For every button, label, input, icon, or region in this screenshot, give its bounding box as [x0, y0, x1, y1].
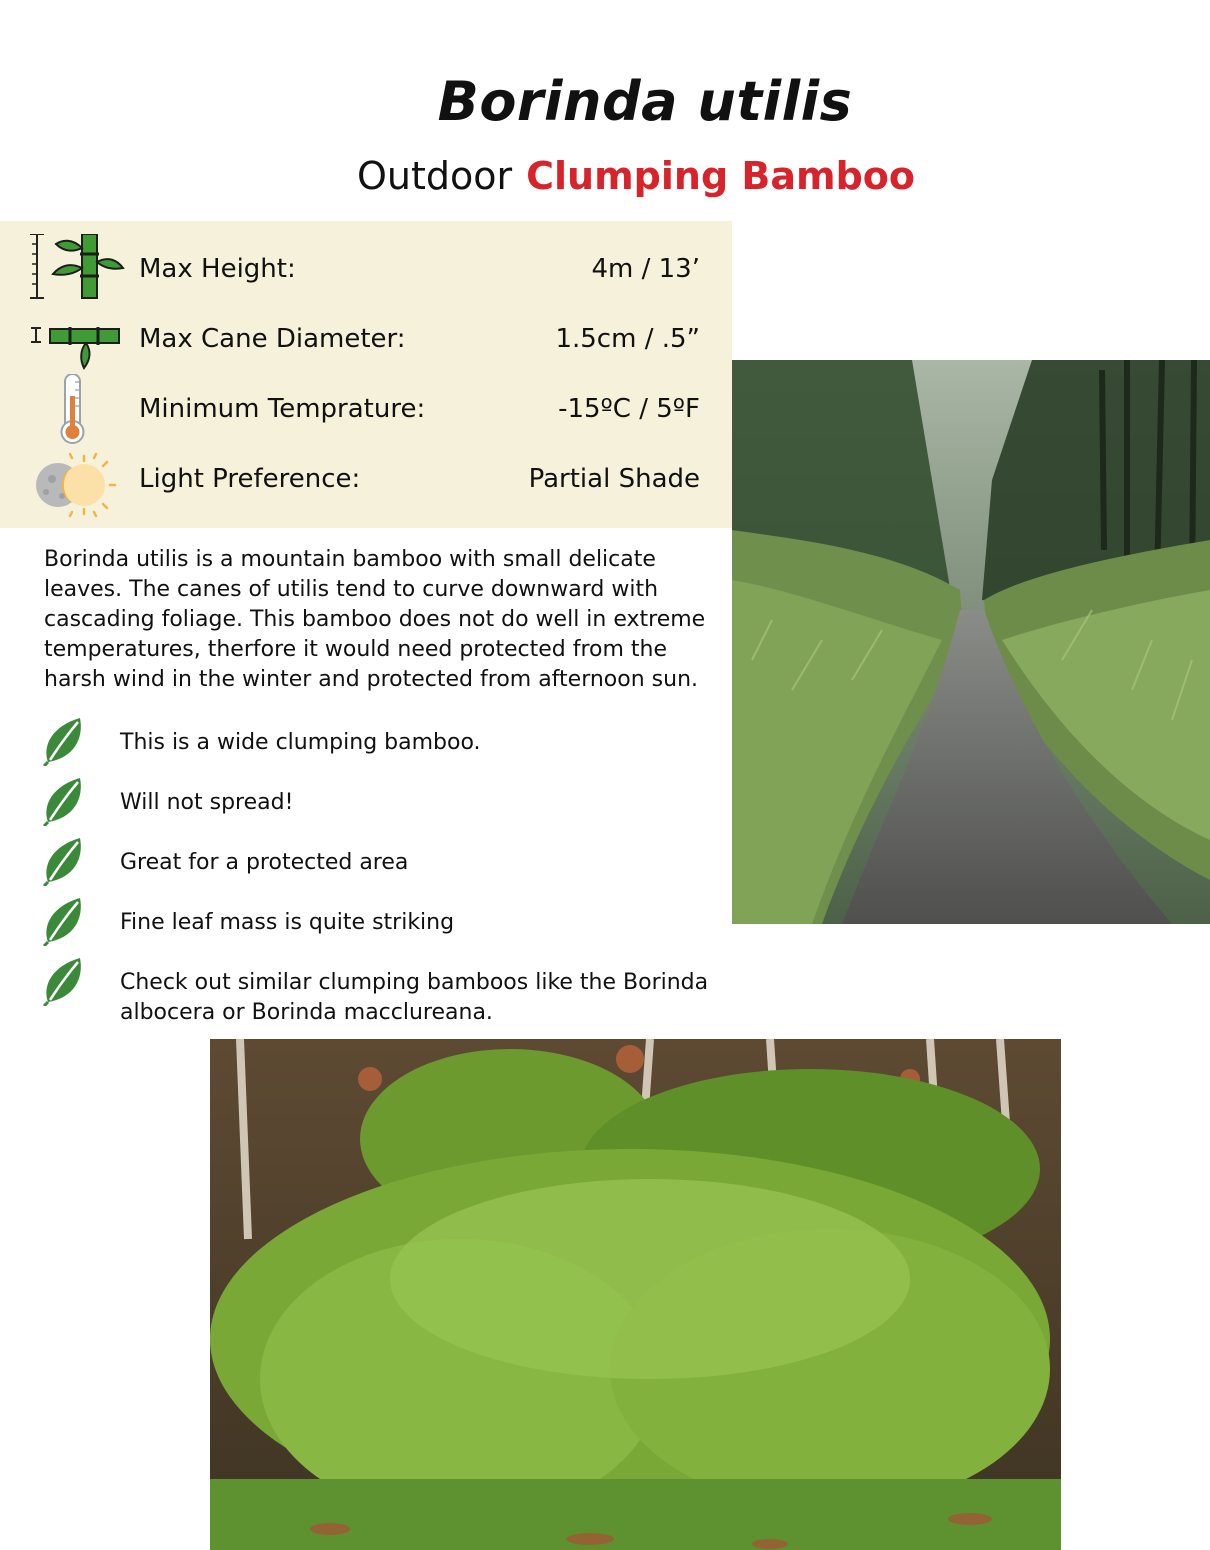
leaf-icon: [40, 956, 90, 1006]
leaf-icon: [40, 776, 90, 826]
list-item: [40, 956, 720, 1025]
thermometer-icon: [26, 374, 126, 444]
list-item-text: Fine leaf mass is quite striking: [120, 910, 455, 935]
spec-label: Light Preference:: [139, 464, 361, 494]
bamboo-path-photo: [732, 360, 1210, 924]
sun-moon-icon: [26, 444, 126, 514]
cane-diameter-icon: [26, 304, 126, 374]
bamboo-height-icon: [26, 234, 126, 304]
list-item: [40, 836, 720, 896]
leaf-icon: [40, 896, 90, 946]
spec-row-max-height: [0, 234, 732, 304]
list-item-text: Great for a protected area: [120, 850, 409, 875]
list-item: [40, 716, 720, 776]
spec-row-light-preference: [0, 444, 732, 514]
spec-value: Partial Shade: [528, 464, 700, 494]
list-item: [40, 896, 720, 956]
spec-label: Max Height:: [139, 254, 296, 284]
subtitle-location: Outdoor: [356, 154, 513, 198]
bamboo-bush-photo: [210, 1039, 1061, 1550]
feature-list: [40, 716, 720, 1025]
subtitle-type: Clumping Bamboo: [526, 154, 916, 198]
specs-panel: [0, 221, 732, 528]
spec-row-min-temperature: [0, 374, 732, 444]
list-item-text: Check out similar clumping bamboos like the Borinda albocera or Borinda macclureana.: [120, 970, 709, 1025]
spec-label: Max Cane Diameter:: [139, 324, 406, 354]
list-item-text: This is a wide clumping bamboo.: [120, 730, 481, 755]
list-item-text: Will not spread!: [120, 790, 294, 815]
leaf-icon: [40, 836, 90, 886]
spec-value: -15ºC / 5ºF: [558, 394, 700, 424]
description-paragraph: Borinda utilis is a mountain bamboo with small delicate leaves. The canes of utilis tend to curve downward with cascading foliage. This bamboo does not do well in extreme temperatures, therfore it would need protected from the harsh wind in the winter and protected from afternoon sun.: [44, 547, 706, 692]
leaf-icon: [40, 716, 90, 766]
spec-value: 1.5cm / .5”: [555, 324, 700, 354]
page-title: Borinda utilis: [437, 70, 853, 133]
page-subtitle: [0, 154, 1210, 198]
spec-value: 4m / 13’: [591, 254, 700, 284]
list-item: [40, 776, 720, 836]
spec-label: Minimum Temprature:: [139, 394, 426, 424]
spec-row-cane-diameter: [0, 304, 732, 374]
